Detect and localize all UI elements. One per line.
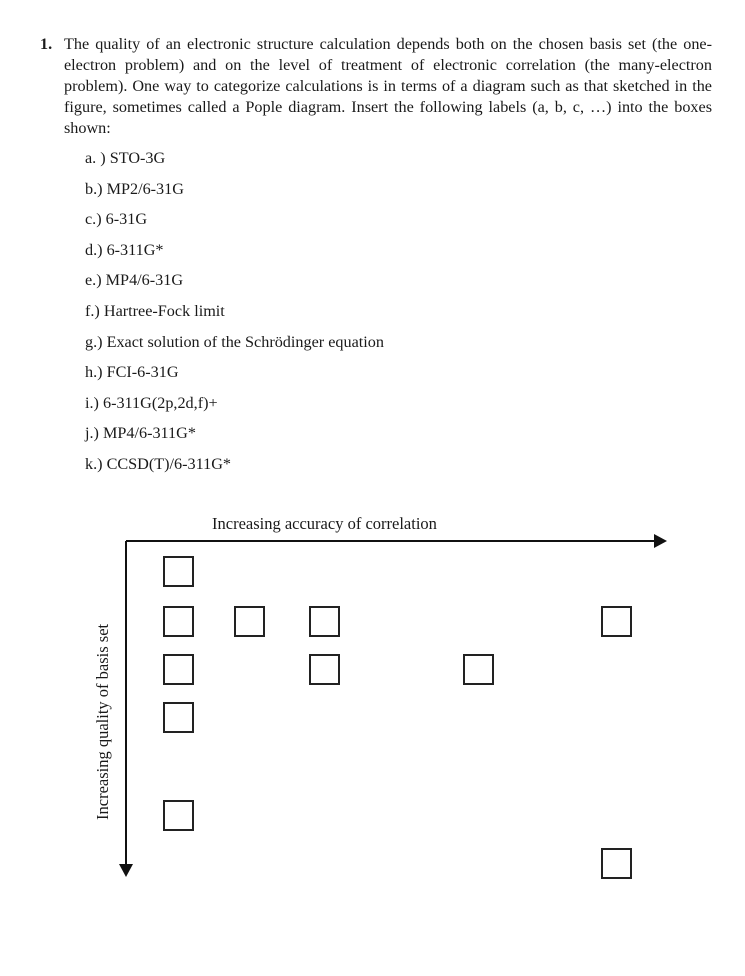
- answer-box[interactable]: [163, 702, 194, 733]
- option-c: c.) 6-31G: [85, 210, 148, 229]
- option-g: g.) Exact solution of the Schrödinger equation: [85, 332, 384, 351]
- x-axis-arrowhead-icon: [654, 534, 667, 548]
- answer-box[interactable]: [309, 654, 340, 685]
- answer-box[interactable]: [163, 800, 194, 831]
- option-e: e.) MP4/6-31G: [85, 271, 184, 290]
- pople-diagram: [0, 500, 745, 900]
- option-i: i.) 6-311G(2p,2d,f)+: [85, 393, 218, 412]
- option-h: h.) FCI-6-31G: [85, 363, 179, 382]
- answer-box[interactable]: [601, 848, 632, 879]
- answer-box[interactable]: [163, 606, 194, 637]
- answer-box[interactable]: [309, 606, 340, 637]
- question-text: The quality of an electronic structure calculation depends both on the chosen basis set (the one-electron problem) and on the level of treatment of electronic correlation (the many-electron problem). One way to categorize calculations is in terms of a diagram such as that sketched in the figure, sometimes called a Pople diagram. Insert the following labels (a, b, c, …) into the boxes shown:: [64, 35, 712, 137]
- question-number: 1.: [40, 35, 53, 53]
- option-d: d.) 6-311G*: [85, 240, 164, 259]
- question-block: [40, 34, 712, 139]
- answer-box[interactable]: [463, 654, 494, 685]
- options-list: [85, 147, 384, 484]
- y-axis-arrowhead-icon: [119, 864, 133, 877]
- answer-box[interactable]: [163, 654, 194, 685]
- answer-box[interactable]: [601, 606, 632, 637]
- option-j: j.) MP4/6-311G*: [85, 424, 196, 443]
- option-k: k.) CCSD(T)/6-311G*: [85, 454, 231, 473]
- y-axis-label: Increasing quality of basis set: [93, 623, 112, 820]
- option-a: a. ) STO-3G: [85, 149, 166, 167]
- x-axis-label: Increasing accuracy of correlation: [212, 514, 437, 533]
- answer-box[interactable]: [234, 606, 265, 637]
- option-b: b.) MP2/6-31G: [85, 179, 184, 198]
- answer-box[interactable]: [163, 556, 194, 587]
- option-f: f.) Hartree-Fock limit: [85, 301, 225, 320]
